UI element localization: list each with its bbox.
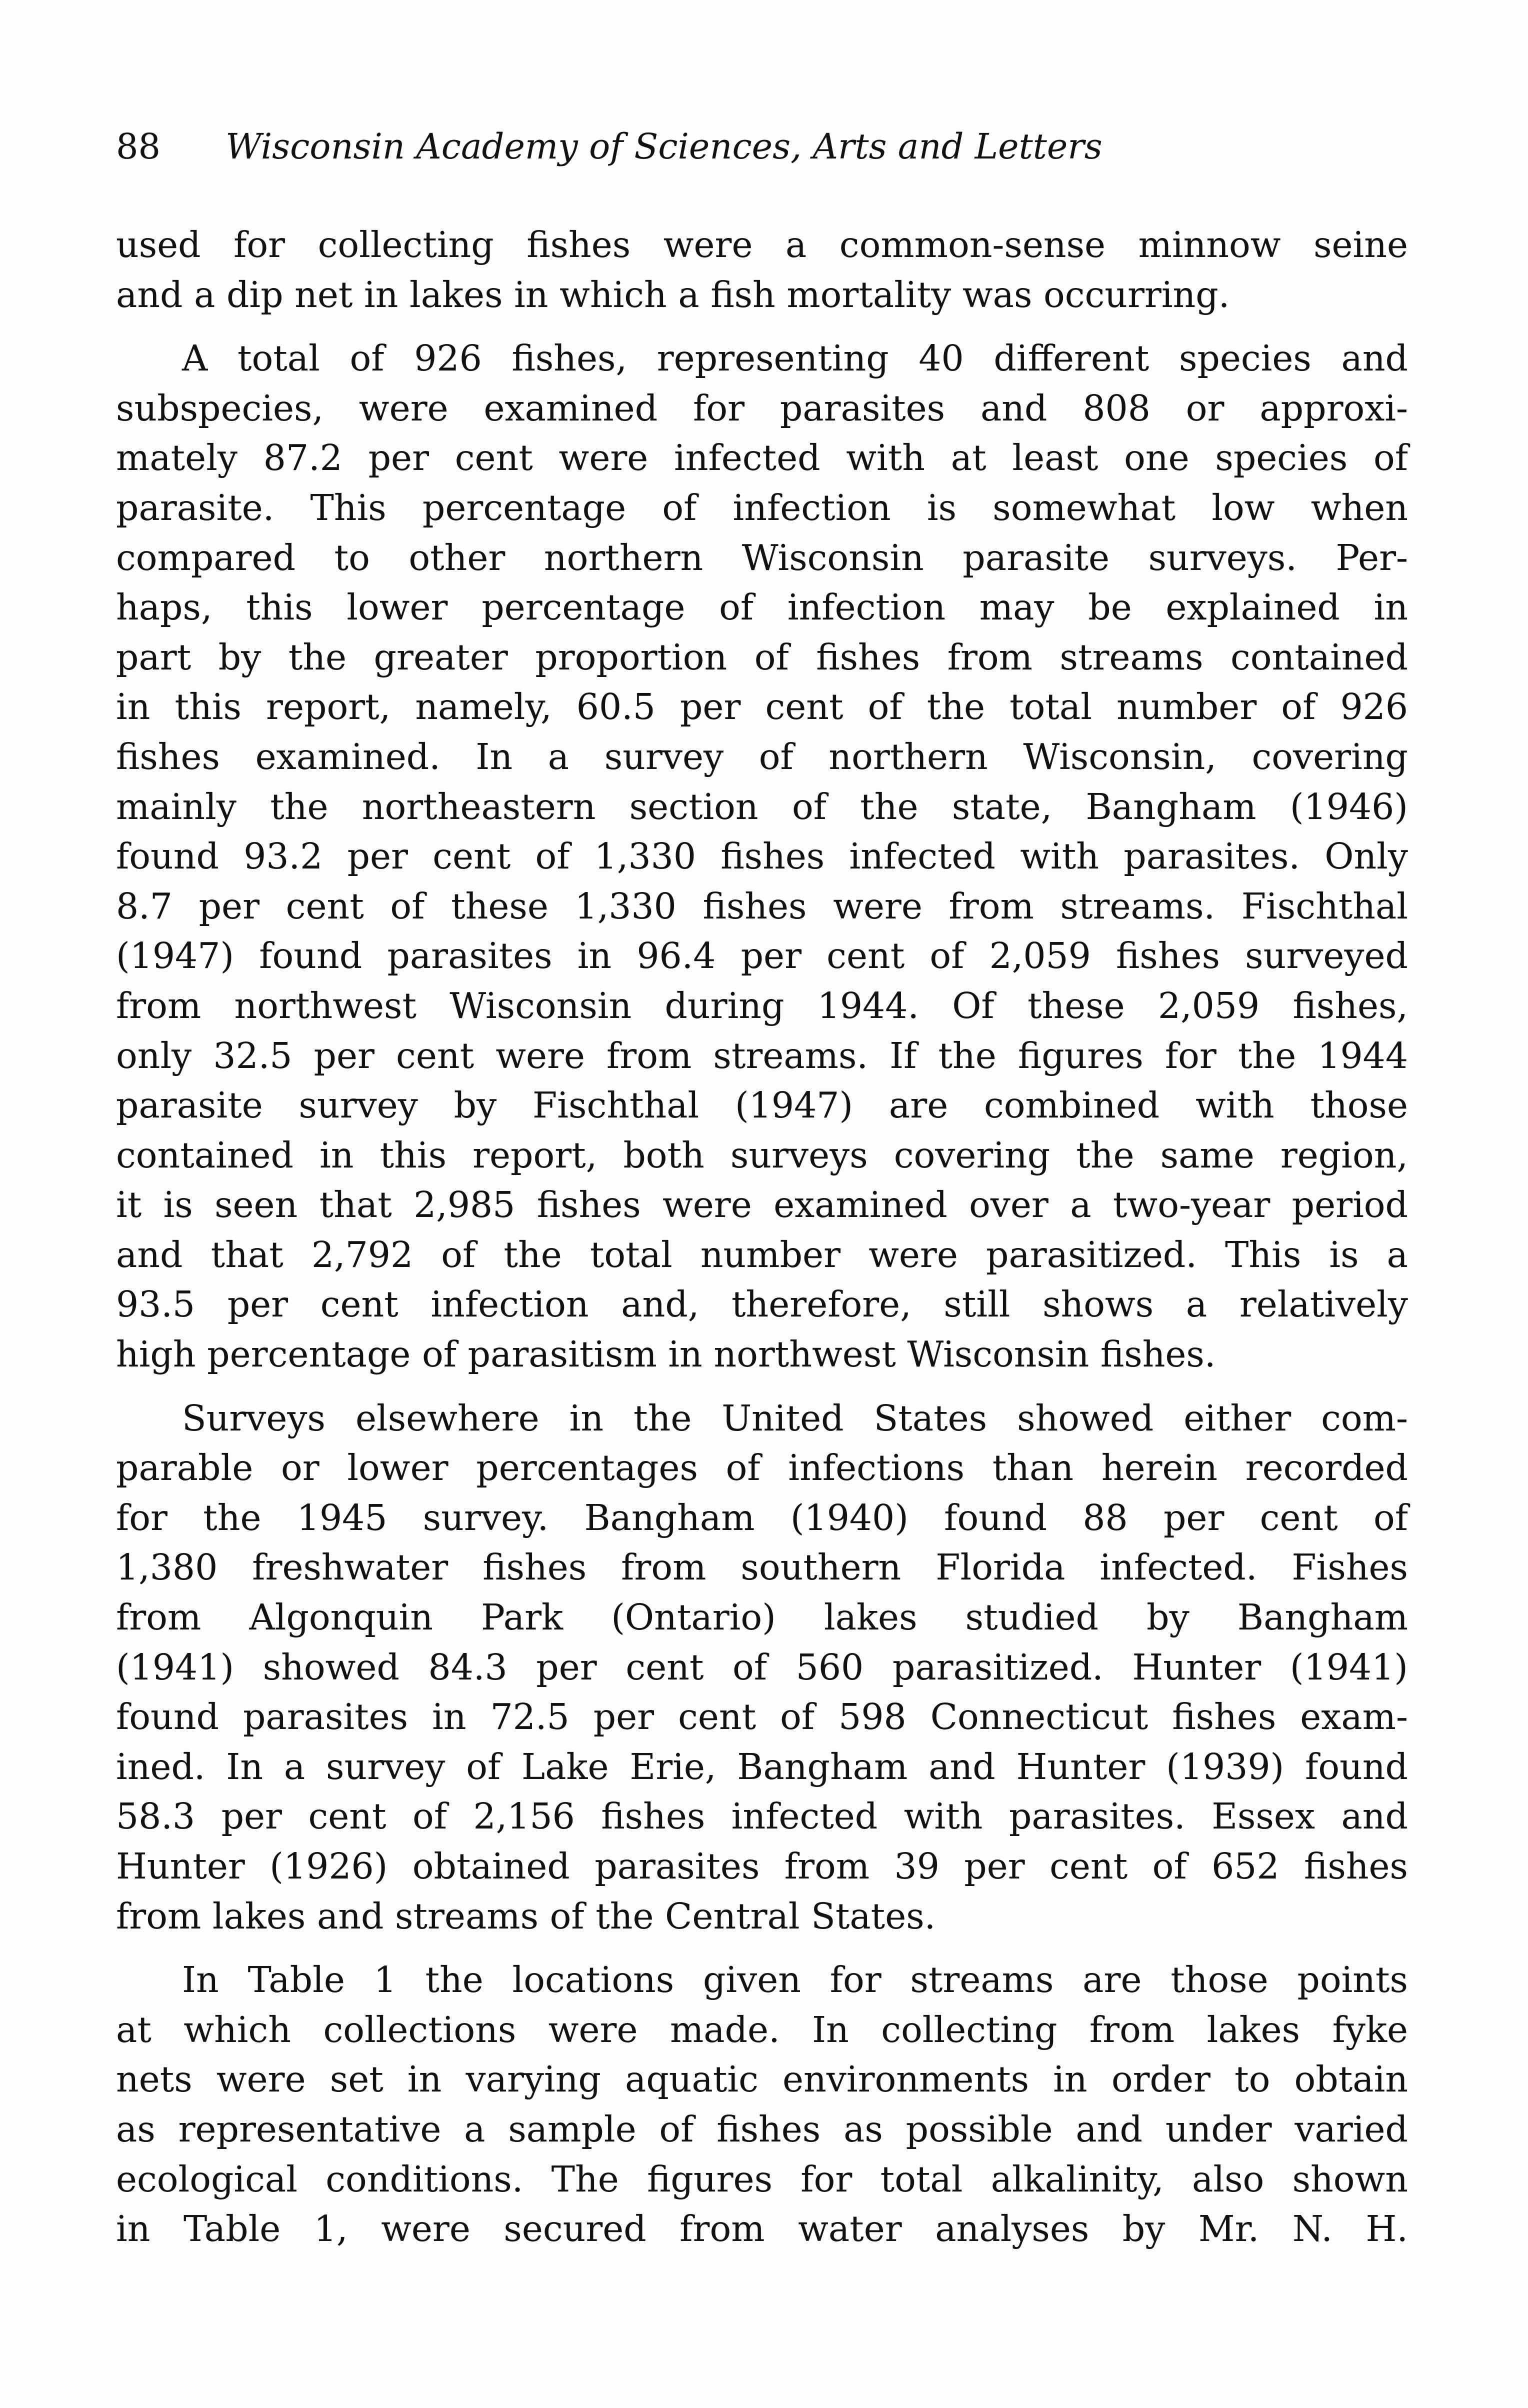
text-line: fishes examined. In a survey of northern Wisconsin, covering: [116, 736, 1408, 778]
text-line: 93.5 per cent infection and, therefore, still shows a relatively: [116, 1284, 1408, 1326]
text-line: in this report, namely, 60.5 per cent of the total number of 926: [116, 686, 1408, 728]
text-line: nets were set in varying aquatic environments in order to obtain: [116, 2058, 1408, 2100]
journal-title: Wisconsin Academy of Sciences, Arts and Letters: [226, 126, 1102, 167]
text-line: parable or lower percentages of infections than herein recorded: [116, 1447, 1408, 1489]
text-line: In Table 1 the locations given for streams are those points: [182, 1959, 1408, 2001]
text-line: for the 1945 survey. Bangham (1940) found 88 per cent of: [116, 1496, 1408, 1538]
text-line: as representative a sample of fishes as possible and under varied: [116, 2108, 1408, 2150]
running-head: [116, 119, 1281, 174]
text-line: in Table 1, were secured from water analyses by Mr. N. H.: [116, 2208, 1408, 2250]
paragraph-table-notes: [116, 1955, 1408, 2254]
text-line: from northwest Wisconsin during 1944. Of these 2,059 fishes,: [116, 984, 1408, 1026]
text-line: used for collecting fishes were a common-sense minnow seine: [116, 224, 1408, 266]
text-line: subspecies, were examined for parasites and 808 or approxi-: [116, 387, 1408, 429]
text-line: parasite. This percentage of infection is somewhat low when: [116, 486, 1408, 528]
text-line: compared to other northern Wisconsin parasite surveys. Per-: [116, 536, 1408, 578]
text-line: and a dip net in lakes in which a fish mortality was occurring.: [116, 274, 1230, 316]
text-line: Hunter (1926) obtained parasites from 39 per cent of 652 fishes: [116, 1846, 1408, 1887]
text-line: A total of 926 fishes, representing 40 different species and: [182, 338, 1408, 380]
text-line: ecological conditions. The figures for total alkalinity, also shown: [116, 2158, 1408, 2200]
text-line: haps, this lower percentage of infection may be explained in: [116, 586, 1408, 628]
text-line: Surveys elsewhere in the United States showed either com-: [182, 1397, 1408, 1439]
text-line: mately 87.2 per cent were infected with at least one species of: [116, 437, 1408, 479]
text-line: (1941) showed 84.3 per cent of 560 parasitized. Hunter (1941): [116, 1646, 1408, 1688]
text-line: 1,380 freshwater fishes from southern Florida infected. Fishes: [116, 1546, 1408, 1588]
paragraph-continuation: [116, 220, 1408, 320]
text-line: only 32.5 per cent were from streams. If the figures for the 1944: [116, 1034, 1408, 1076]
text-line: contained in this report, both surveys covering the same region,: [116, 1134, 1408, 1176]
text-line: part by the greater proportion of fishes from streams contained: [116, 636, 1408, 678]
text-line: 8.7 per cent of these 1,330 fishes were from streams. Fischthal: [116, 885, 1408, 927]
text-line: from lakes and streams of the Central States.: [116, 1895, 936, 1937]
text-line: at which collections were made. In collecting from lakes fyke: [116, 2008, 1408, 2050]
page-number: 88: [116, 126, 161, 167]
paragraph-infection-rate: [116, 334, 1408, 1379]
text-line: and that 2,792 of the total number were parasitized. This is a: [116, 1234, 1408, 1276]
text-line: 58.3 per cent of 2,156 fishes infected with parasites. Essex and: [116, 1796, 1408, 1838]
text-line: found 93.2 per cent of 1,330 fishes infected with parasites. Only: [116, 836, 1408, 878]
text-line: from Algonquin Park (Ontario) lakes studied by Bangham: [116, 1596, 1408, 1638]
text-line: it is seen that 2,985 fishes were examined over a two-year period: [116, 1184, 1408, 1226]
text-line: high percentage of parasitism in northwest Wisconsin fishes.: [116, 1334, 1216, 1376]
text-line: parasite survey by Fischthal (1947) are combined with those: [116, 1084, 1408, 1126]
text-line: ined. In a survey of Lake Erie, Bangham and Hunter (1939) found: [116, 1746, 1408, 1788]
text-line: found parasites in 72.5 per cent of 598 Connecticut fishes exam-: [116, 1696, 1408, 1738]
text-line: mainly the northeastern section of the state, Bangham (1946): [116, 786, 1408, 828]
body-text: [116, 220, 1408, 2268]
text-line: (1947) found parasites in 96.4 per cent of 2,059 fishes surveyed: [116, 935, 1408, 977]
paragraph-other-surveys: [116, 1394, 1408, 1942]
